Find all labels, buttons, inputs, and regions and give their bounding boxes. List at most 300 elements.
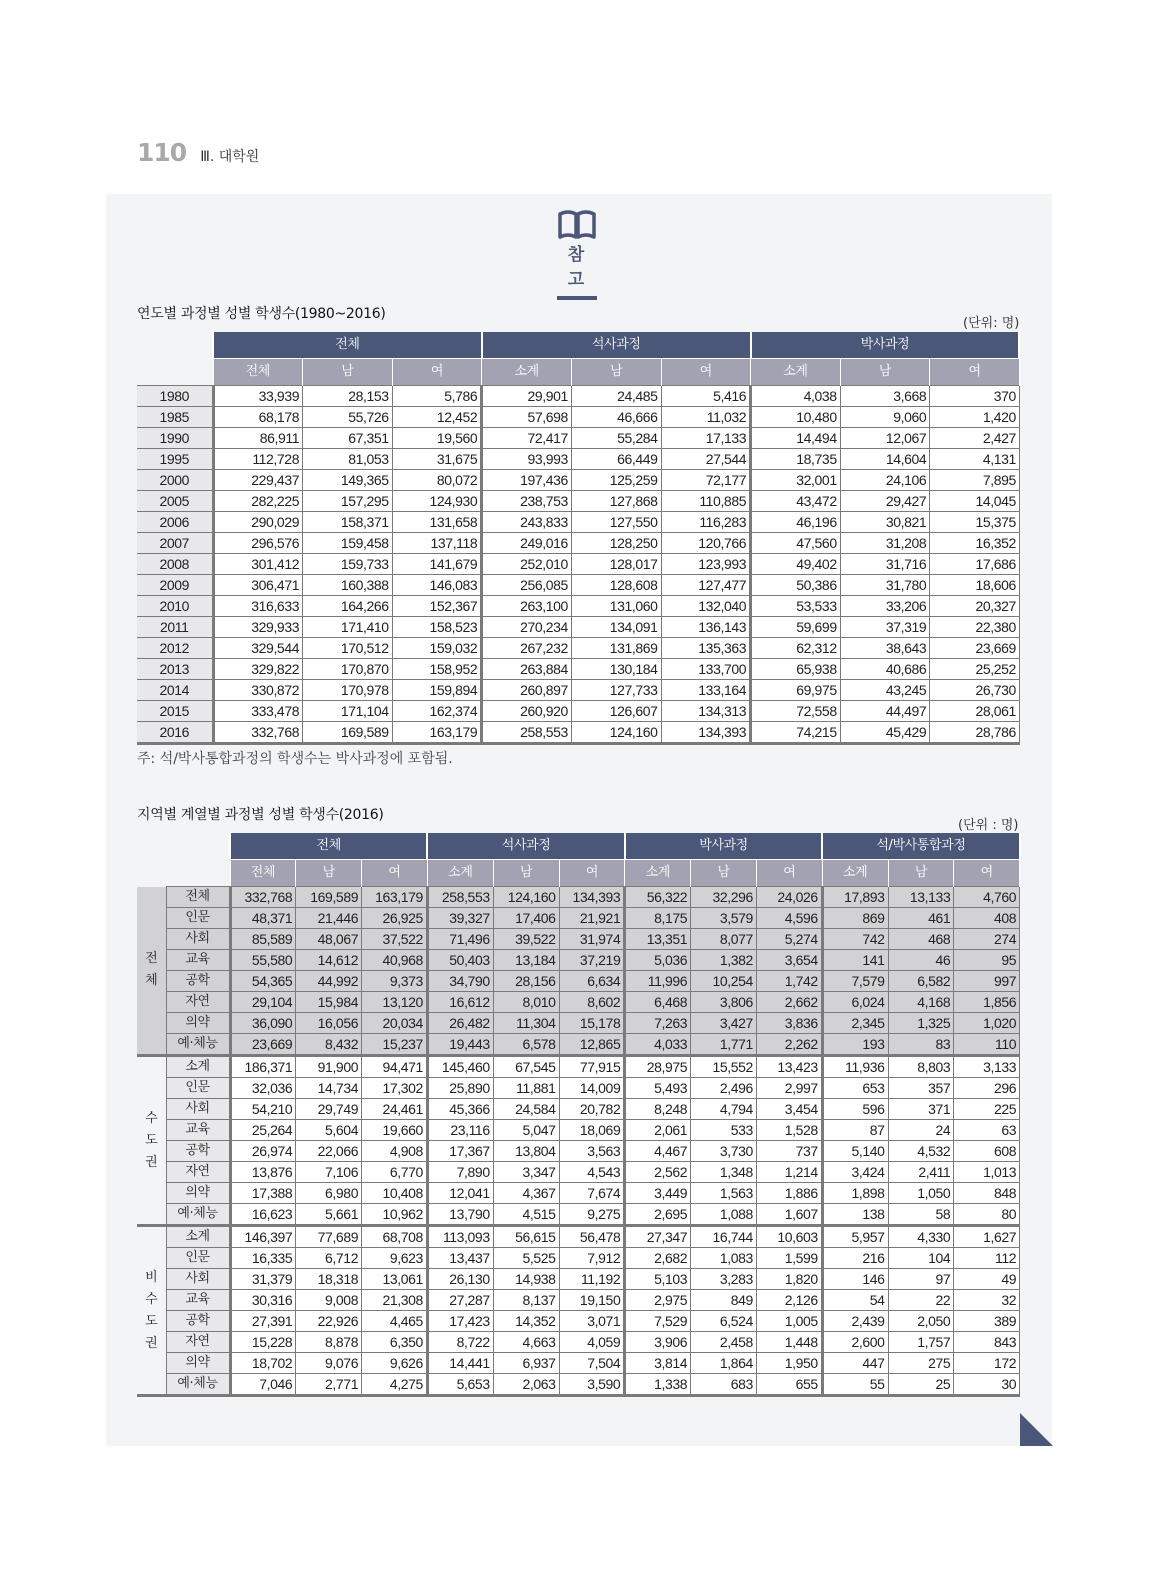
region-cell [137,1056,166,1226]
field-cell: 교육 [166,950,230,971]
value-cell: 6,024 [822,992,888,1013]
value-cell: 171,410 [303,617,393,638]
value-cell: 44,992 [296,971,362,992]
value-cell: 30,316 [230,1290,296,1311]
value-cell: 112 [954,1248,1020,1269]
value-cell: 28,786 [930,722,1020,744]
value-cell: 72,558 [751,701,841,722]
year-cell: 1980 [137,386,213,407]
value-cell: 243,833 [482,512,572,533]
value-cell: 263,100 [482,596,572,617]
value-cell: 159,894 [392,680,482,701]
region-label: 전체 [145,951,158,989]
value-cell: 843 [954,1332,1020,1353]
value-cell: 32 [954,1290,1020,1311]
value-cell: 5,653 [427,1374,493,1396]
value-cell: 128,017 [571,554,661,575]
year-cell: 2009 [137,575,213,596]
value-cell: 24,485 [571,386,661,407]
value-cell: 17,423 [427,1311,493,1332]
table2-title: 지역별 계열별 과정별 성별 학생수(2016) [137,807,384,823]
table-row [137,992,1020,1013]
value-cell: 186,371 [230,1056,296,1078]
year-cell: 2015 [137,701,213,722]
year-cell: 1985 [137,407,213,428]
table-row [137,1332,1020,1353]
value-cell: 742 [822,929,888,950]
value-cell: 149,365 [303,470,393,491]
value-cell: 134,393 [661,722,751,744]
value-cell: 8,010 [493,992,559,1013]
table1-subheader: 남 [571,359,661,386]
field-cell: 소계 [166,1226,230,1248]
value-cell: 4,330 [888,1226,954,1248]
value-cell: 655 [756,1374,822,1396]
value-cell: 55,726 [303,407,393,428]
value-cell: 7,504 [559,1353,625,1374]
value-cell: 22,380 [930,617,1020,638]
value-cell: 6,350 [362,1332,428,1353]
value-cell: 11,881 [493,1078,559,1099]
year-cell: 2008 [137,554,213,575]
field-cell: 교육 [166,1120,230,1141]
value-cell: 134,313 [661,701,751,722]
table2-subheader: 소계 [625,860,691,887]
table-row [137,533,1019,554]
value-cell: 260,897 [482,680,572,701]
value-cell: 171,104 [303,701,393,722]
value-cell: 23,116 [427,1120,493,1141]
value-cell: 6,634 [559,971,625,992]
table-row [137,887,1020,908]
table1-corner-sub [137,359,213,386]
table-row [137,950,1020,971]
value-cell: 32,001 [751,470,841,491]
value-cell: 14,612 [296,950,362,971]
value-cell: 58 [888,1204,954,1226]
value-cell: 256,085 [482,575,572,596]
value-cell: 7,895 [930,470,1020,491]
value-cell: 4,543 [559,1162,625,1183]
table-row [137,929,1020,950]
value-cell: 3,283 [691,1269,757,1290]
table2-subheader: 남 [493,860,559,887]
value-cell: 16,623 [230,1204,296,1226]
value-cell: 2,262 [756,1034,822,1056]
value-cell: 5,274 [756,929,822,950]
value-cell: 31,675 [392,449,482,470]
table-row [137,1226,1020,1248]
value-cell: 1,083 [691,1248,757,1269]
value-cell: 164,266 [303,596,393,617]
region-label: 수도권 [145,1110,158,1170]
table-row [137,512,1019,533]
value-cell: 17,388 [230,1183,296,1204]
table2-subheader: 여 [756,860,822,887]
value-cell: 1,338 [625,1374,691,1396]
value-cell: 94,471 [362,1056,428,1078]
table-row [137,428,1019,449]
page-header [137,138,259,167]
value-cell: 131,658 [392,512,482,533]
value-cell: 258,553 [427,887,493,908]
page-corner-tab [1020,1413,1053,1446]
value-cell: 22 [888,1290,954,1311]
value-cell: 18,318 [296,1269,362,1290]
value-cell: 12,452 [392,407,482,428]
table1-subheader: 여 [661,359,751,386]
table-row [137,1248,1020,1269]
value-cell: 737 [756,1141,822,1162]
value-cell: 9,275 [559,1204,625,1226]
value-cell: 163,179 [362,887,428,908]
value-cell: 4,059 [559,1332,625,1353]
value-cell: 1,898 [822,1183,888,1204]
value-cell: 133,164 [661,680,751,701]
table2-sub-header [137,860,1020,887]
table2-group-doctoral: 박사과정 [625,833,822,860]
value-cell: 14,494 [751,428,841,449]
value-cell: 1,020 [954,1013,1020,1034]
table1-group-total: 전체 [213,332,482,359]
value-cell: 249,016 [482,533,572,554]
value-cell: 68,708 [362,1226,428,1248]
value-cell: 7,046 [230,1374,296,1396]
value-cell: 125,259 [571,470,661,491]
value-cell: 15,178 [559,1013,625,1034]
value-cell: 123,993 [661,554,751,575]
value-cell: 158,371 [303,512,393,533]
value-cell: 27,347 [625,1226,691,1248]
value-cell: 56,322 [625,887,691,908]
value-cell: 24,106 [840,470,930,491]
value-cell: 31,208 [840,533,930,554]
value-cell: 170,870 [303,659,393,680]
value-cell: 274 [954,929,1020,950]
value-cell: 57,698 [482,407,572,428]
field-cell: 공학 [166,971,230,992]
value-cell: 461 [888,908,954,929]
value-cell: 2,458 [691,1332,757,1353]
table2-subheader: 여 [954,860,1020,887]
value-cell: 229,437 [213,470,303,491]
value-cell: 112,728 [213,449,303,470]
value-cell: 131,060 [571,596,661,617]
value-cell: 389 [954,1311,1020,1332]
value-cell: 330,872 [213,680,303,701]
value-cell: 3,668 [840,386,930,407]
value-cell: 1,820 [756,1269,822,1290]
value-cell: 13,423 [756,1056,822,1078]
year-cell: 2000 [137,470,213,491]
value-cell: 110,885 [661,491,751,512]
table1-subheader: 여 [930,359,1020,386]
value-cell: 3,730 [691,1141,757,1162]
value-cell: 9,626 [362,1353,428,1374]
value-cell: 24 [888,1120,954,1141]
value-cell: 6,578 [493,1034,559,1056]
value-cell: 197,436 [482,470,572,491]
value-cell: 3,071 [559,1311,625,1332]
value-cell: 124,160 [571,722,661,744]
table-row [137,1162,1020,1183]
table2-unit: (단위 : 명) [958,818,1019,833]
value-cell: 533 [691,1120,757,1141]
value-cell: 24,584 [493,1099,559,1120]
table1-footnote: 주: 석/박사통합과정의 학생수는 박사과정에 포함됨. [137,751,453,767]
table1-sub-header [137,359,1019,386]
value-cell: 127,733 [571,680,661,701]
value-cell: 4,596 [756,908,822,929]
value-cell: 9,373 [362,971,428,992]
value-cell: 238,753 [482,491,572,512]
year-cell: 2012 [137,638,213,659]
value-cell: 72,417 [482,428,572,449]
value-cell: 19,150 [559,1290,625,1311]
value-cell: 2,496 [691,1078,757,1099]
value-cell: 848 [954,1183,1020,1204]
year-cell: 1995 [137,449,213,470]
table2-subheader: 남 [888,860,954,887]
value-cell: 4,131 [930,449,1020,470]
year-cell: 2011 [137,617,213,638]
value-cell: 130,184 [571,659,661,680]
value-cell: 2,997 [756,1078,822,1099]
table1-group-masters: 석사과정 [482,332,751,359]
regional-students-table [137,833,1021,1397]
value-cell: 163,179 [392,722,482,744]
value-cell: 2,411 [888,1162,954,1183]
value-cell: 1,886 [756,1183,822,1204]
value-cell: 329,933 [213,617,303,638]
value-cell: 16,352 [930,533,1020,554]
field-cell: 자연 [166,1162,230,1183]
value-cell: 104 [888,1248,954,1269]
value-cell: 134,393 [559,887,625,908]
value-cell: 86,911 [213,428,303,449]
value-cell: 2,126 [756,1290,822,1311]
value-cell: 37,522 [362,929,428,950]
value-cell: 5,661 [296,1204,362,1226]
value-cell: 95 [954,950,1020,971]
value-cell: 74,215 [751,722,841,744]
value-cell: 124,160 [493,887,559,908]
table2-group-integrated: 석/박사통합과정 [822,833,1019,860]
table2-subheader: 소계 [822,860,888,887]
value-cell: 20,782 [559,1099,625,1120]
value-cell: 3,654 [756,950,822,971]
value-cell: 16,612 [427,992,493,1013]
value-cell: 9,623 [362,1248,428,1269]
value-cell: 6,770 [362,1162,428,1183]
open-book-icon [557,210,597,240]
value-cell: 28,156 [493,971,559,992]
value-cell: 158,523 [392,617,482,638]
value-cell: 263,884 [482,659,572,680]
value-cell: 28,153 [303,386,393,407]
value-cell: 56,478 [559,1226,625,1248]
value-cell: 127,868 [571,491,661,512]
value-cell: 128,250 [571,533,661,554]
value-cell: 12,865 [559,1034,625,1056]
value-cell: 146 [822,1269,888,1290]
value-cell: 3,133 [954,1056,1020,1078]
value-cell: 131,869 [571,638,661,659]
value-cell: 2,662 [756,992,822,1013]
value-cell: 45,429 [840,722,930,744]
field-cell: 의약 [166,1183,230,1204]
value-cell: 3,424 [822,1162,888,1183]
value-cell: 26,974 [230,1141,296,1162]
value-cell: 18,702 [230,1353,296,1374]
value-cell: 49,402 [751,554,841,575]
value-cell: 15,552 [691,1056,757,1078]
value-cell: 252,010 [482,554,572,575]
year-cell: 2005 [137,491,213,512]
value-cell: 80,072 [392,470,482,491]
table2-group-header [137,833,1020,860]
table1-subheader: 소계 [482,359,572,386]
table-row [137,638,1019,659]
value-cell: 17,133 [661,428,751,449]
value-cell: 5,957 [822,1226,888,1248]
value-cell: 3,814 [625,1353,691,1374]
value-cell: 65,938 [751,659,841,680]
value-cell: 20,034 [362,1013,428,1034]
table-row [137,407,1019,428]
value-cell: 4,033 [625,1034,691,1056]
value-cell: 6,524 [691,1311,757,1332]
region-cell [137,887,166,1056]
value-cell: 132,040 [661,596,751,617]
value-cell: 4,168 [888,992,954,1013]
table1-subheader: 전체 [213,359,303,386]
value-cell: 87 [822,1120,888,1141]
value-cell: 28,061 [930,701,1020,722]
value-cell: 5,140 [822,1141,888,1162]
value-cell: 31,379 [230,1269,296,1290]
field-cell: 공학 [166,1141,230,1162]
value-cell: 137,118 [392,533,482,554]
value-cell: 7,674 [559,1183,625,1204]
table1-group-doctoral: 박사과정 [751,332,1020,359]
value-cell: 7,106 [296,1162,362,1183]
field-cell: 예·체능 [166,1374,230,1396]
value-cell: 3,579 [691,908,757,929]
value-cell: 44,497 [840,701,930,722]
value-cell: 53,533 [751,596,841,617]
value-cell: 48,371 [230,908,296,929]
table-row [137,1120,1020,1141]
value-cell: 1,050 [888,1183,954,1204]
value-cell: 46,666 [571,407,661,428]
value-cell: 329,822 [213,659,303,680]
reference-badge [556,210,598,300]
value-cell: 31,974 [559,929,625,950]
value-cell: 135,363 [661,638,751,659]
value-cell: 32,036 [230,1078,296,1099]
table-row [137,449,1019,470]
value-cell: 26,130 [427,1269,493,1290]
table-row [137,1034,1020,1056]
value-cell: 4,908 [362,1141,428,1162]
value-cell: 3,449 [625,1183,691,1204]
table-row [137,1311,1020,1332]
value-cell: 1,420 [930,407,1020,428]
value-cell: 4,794 [691,1099,757,1120]
value-cell: 10,962 [362,1204,428,1226]
value-cell: 59,699 [751,617,841,638]
value-cell: 16,744 [691,1226,757,1248]
value-cell: 371 [888,1099,954,1120]
value-cell: 14,009 [559,1078,625,1099]
value-cell: 3,806 [691,992,757,1013]
region-label: 비수도권 [145,1269,158,1351]
table-row [137,701,1019,722]
value-cell: 316,633 [213,596,303,617]
value-cell: 56,615 [493,1226,559,1248]
value-cell: 7,529 [625,1311,691,1332]
value-cell: 8,803 [888,1056,954,1078]
table1-subheader: 남 [303,359,393,386]
value-cell: 15,228 [230,1332,296,1353]
value-cell: 193 [822,1034,888,1056]
value-cell: 54,365 [230,971,296,992]
table-row [137,1353,1020,1374]
value-cell: 25,252 [930,659,1020,680]
value-cell: 6,980 [296,1183,362,1204]
field-cell: 자연 [166,992,230,1013]
field-cell: 교육 [166,1290,230,1311]
value-cell: 23,669 [930,638,1020,659]
table-row [137,617,1019,638]
value-cell: 4,465 [362,1311,428,1332]
field-cell: 인문 [166,1078,230,1099]
value-cell: 126,607 [571,701,661,722]
value-cell: 27,544 [661,449,751,470]
value-cell: 10,603 [756,1226,822,1248]
value-cell: 159,032 [392,638,482,659]
value-cell: 68,178 [213,407,303,428]
value-cell: 2,063 [493,1374,559,1396]
value-cell: 7,579 [822,971,888,992]
table1-group-header [137,332,1019,359]
field-cell: 자연 [166,1332,230,1353]
value-cell: 10,408 [362,1183,428,1204]
value-cell: 1,382 [691,950,757,971]
value-cell: 162,374 [392,701,482,722]
value-cell: 3,836 [756,1013,822,1034]
table2-group-masters: 석사과정 [427,833,624,860]
value-cell: 2,771 [296,1374,362,1396]
value-cell: 5,047 [493,1120,559,1141]
value-cell: 4,367 [493,1183,559,1204]
value-cell: 69,975 [751,680,841,701]
value-cell: 30 [954,1374,1020,1396]
value-cell: 48,067 [296,929,362,950]
value-cell: 370 [930,386,1020,407]
value-cell: 80 [954,1204,1020,1226]
value-cell: 1,013 [954,1162,1020,1183]
field-cell: 전체 [166,887,230,908]
value-cell: 45,366 [427,1099,493,1120]
value-cell: 46 [888,950,954,971]
value-cell: 25,890 [427,1078,493,1099]
value-cell: 1,950 [756,1353,822,1374]
value-cell: 1,771 [691,1034,757,1056]
value-cell: 1,005 [756,1311,822,1332]
table-row [137,1290,1020,1311]
